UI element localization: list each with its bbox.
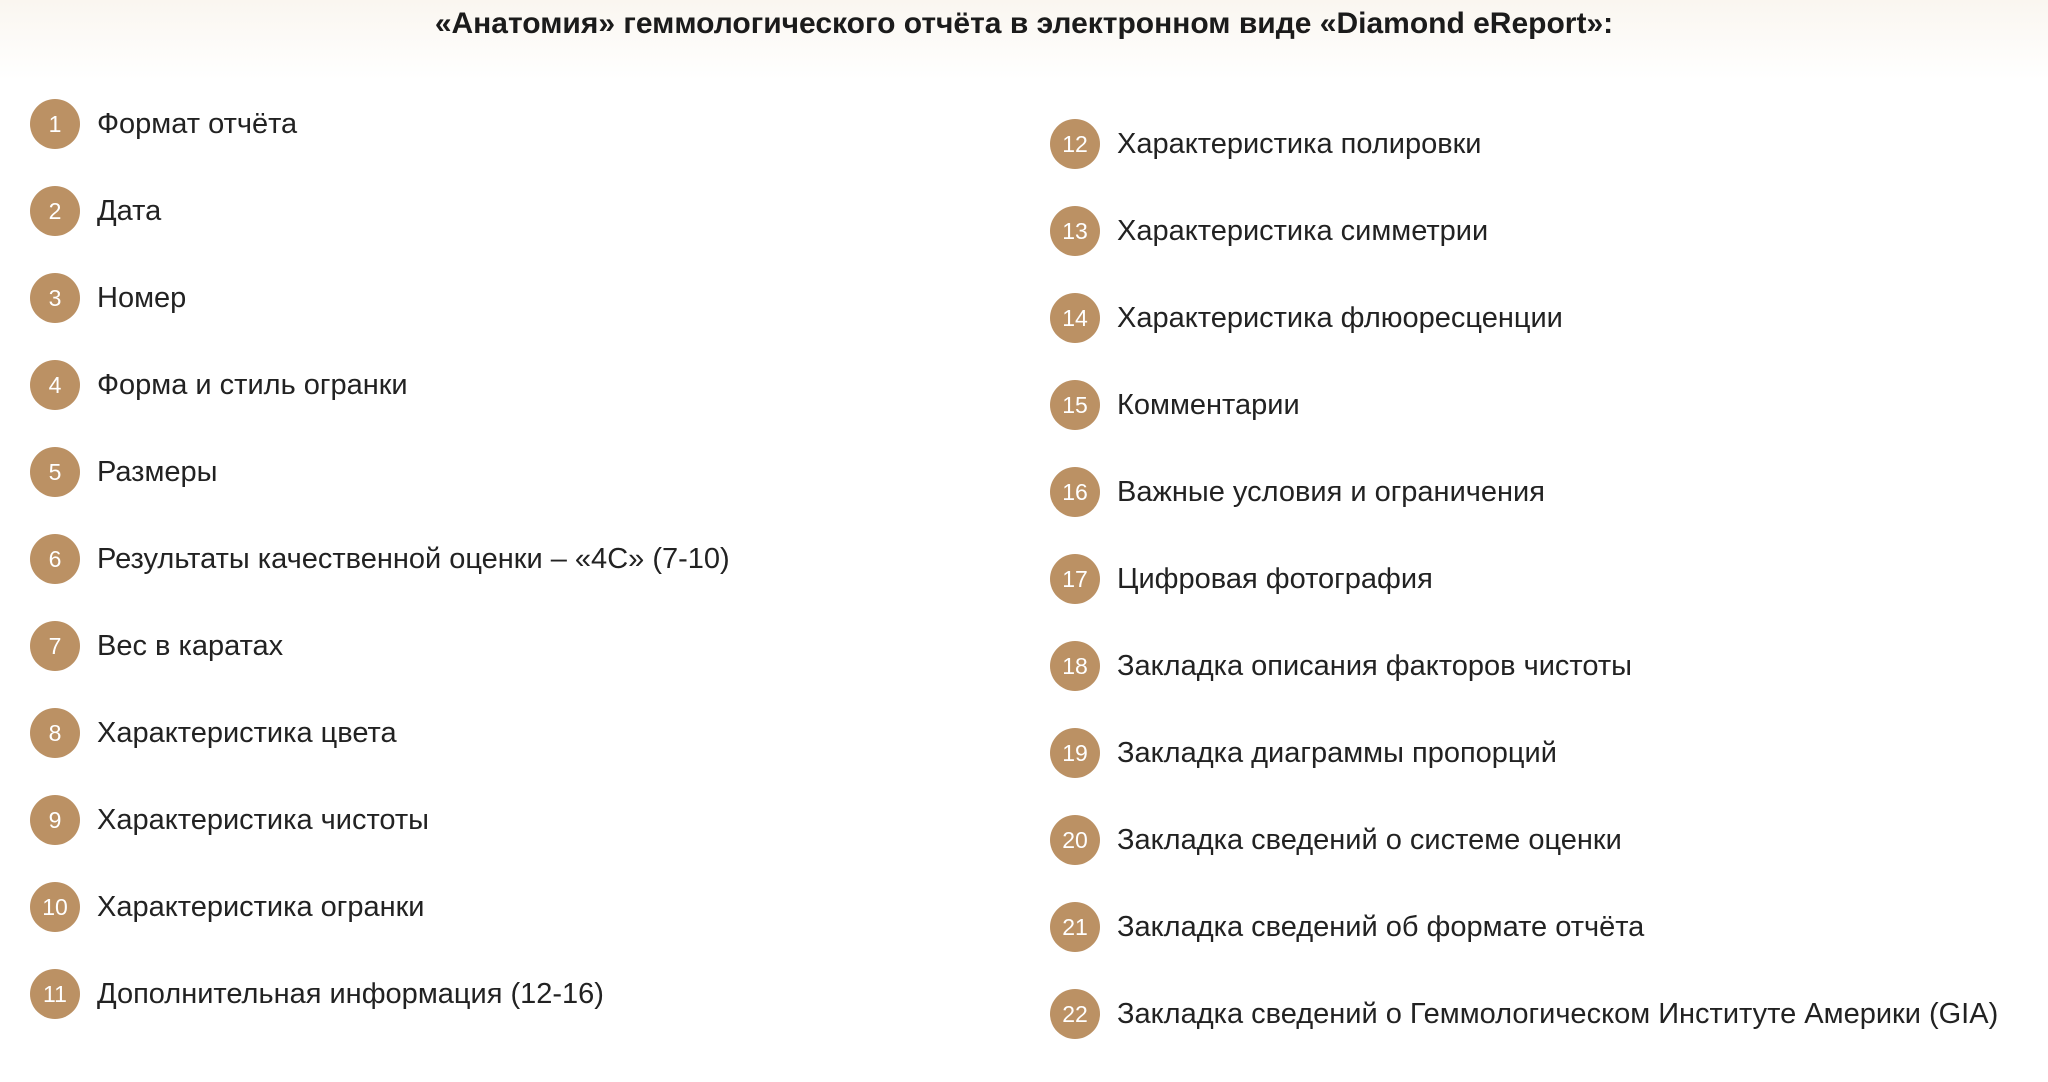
number-badge: 2	[30, 186, 80, 236]
number-badge: 20	[1050, 815, 1100, 865]
number-badge: 17	[1050, 554, 1100, 604]
list-item	[30, 534, 730, 584]
item-label: Характеристика чистоты	[97, 804, 430, 836]
list-item	[1050, 641, 1632, 691]
list-item	[30, 795, 429, 845]
list-item	[1050, 554, 1433, 604]
list-item	[1050, 380, 1300, 430]
number-badge: 5	[30, 447, 80, 497]
number-badge: 12	[1050, 119, 1100, 169]
number-badge: 8	[30, 708, 80, 758]
list-item	[30, 708, 397, 758]
number-badge: 14	[1050, 293, 1100, 343]
item-label: Форма и стиль огранки	[97, 369, 408, 401]
item-label: Дата	[97, 195, 162, 227]
item-label: Дополнительная информация (12-16)	[97, 978, 604, 1010]
list-item	[1050, 467, 1545, 517]
number-badge: 21	[1050, 902, 1100, 952]
item-label: Характеристика полировки	[1117, 128, 1482, 160]
list-item	[30, 882, 425, 932]
item-label: Характеристика флюоресценции	[1117, 302, 1563, 334]
number-badge: 6	[30, 534, 80, 584]
list-item	[1050, 206, 1488, 256]
item-label: Формат отчёта	[97, 108, 298, 140]
item-label: Размеры	[97, 456, 218, 488]
item-label: Цифровая фотография	[1117, 563, 1433, 595]
list-item	[30, 273, 186, 323]
number-badge: 7	[30, 621, 80, 671]
list-item	[1050, 815, 1622, 865]
item-label: Важные условия и ограничения	[1117, 476, 1545, 508]
number-badge: 4	[30, 360, 80, 410]
list-item	[30, 186, 161, 236]
list-item	[30, 447, 218, 497]
item-label: Вес в каратах	[97, 630, 284, 662]
number-badge: 18	[1050, 641, 1100, 691]
list-item	[30, 99, 297, 149]
number-badge: 3	[30, 273, 80, 323]
number-badge: 13	[1050, 206, 1100, 256]
number-badge: 11	[30, 969, 80, 1019]
item-label: Характеристика цвета	[97, 717, 397, 749]
list-item	[1050, 119, 1482, 169]
list-item	[30, 360, 408, 410]
item-label: Характеристика огранки	[97, 891, 425, 923]
number-badge: 19	[1050, 728, 1100, 778]
item-label: Закладка сведений об формате отчёта	[1117, 911, 1645, 943]
item-label: Номер	[97, 282, 187, 314]
list-item	[1050, 293, 1563, 343]
list-item	[30, 621, 283, 671]
list-item	[1050, 728, 1557, 778]
item-label: Характеристика симметрии	[1117, 215, 1489, 247]
number-badge: 16	[1050, 467, 1100, 517]
item-label: Закладка сведений о Геммологическом Институте Америки (GIA)	[1117, 998, 1999, 1030]
number-badge: 10	[30, 882, 80, 932]
item-label: Закладка сведений о системе оценки	[1117, 824, 1622, 856]
number-badge: 9	[30, 795, 80, 845]
number-badge: 15	[1050, 380, 1100, 430]
item-label: Закладка диаграммы пропорций	[1117, 737, 1557, 769]
list-item	[1050, 902, 1644, 952]
item-label: Результаты качественной оценки – «4С» (7-10)	[97, 543, 730, 575]
number-badge: 1	[30, 99, 80, 149]
number-badge: 22	[1050, 989, 1100, 1039]
item-label: Закладка описания факторов чистоты	[1117, 650, 1632, 682]
item-label: Комментарии	[1117, 389, 1300, 421]
page-title: «Анатомия» геммологического отчёта в электронном виде «Diamond eReport»:	[434, 7, 1614, 40]
list-item	[30, 969, 604, 1019]
list-item	[1050, 989, 1998, 1039]
